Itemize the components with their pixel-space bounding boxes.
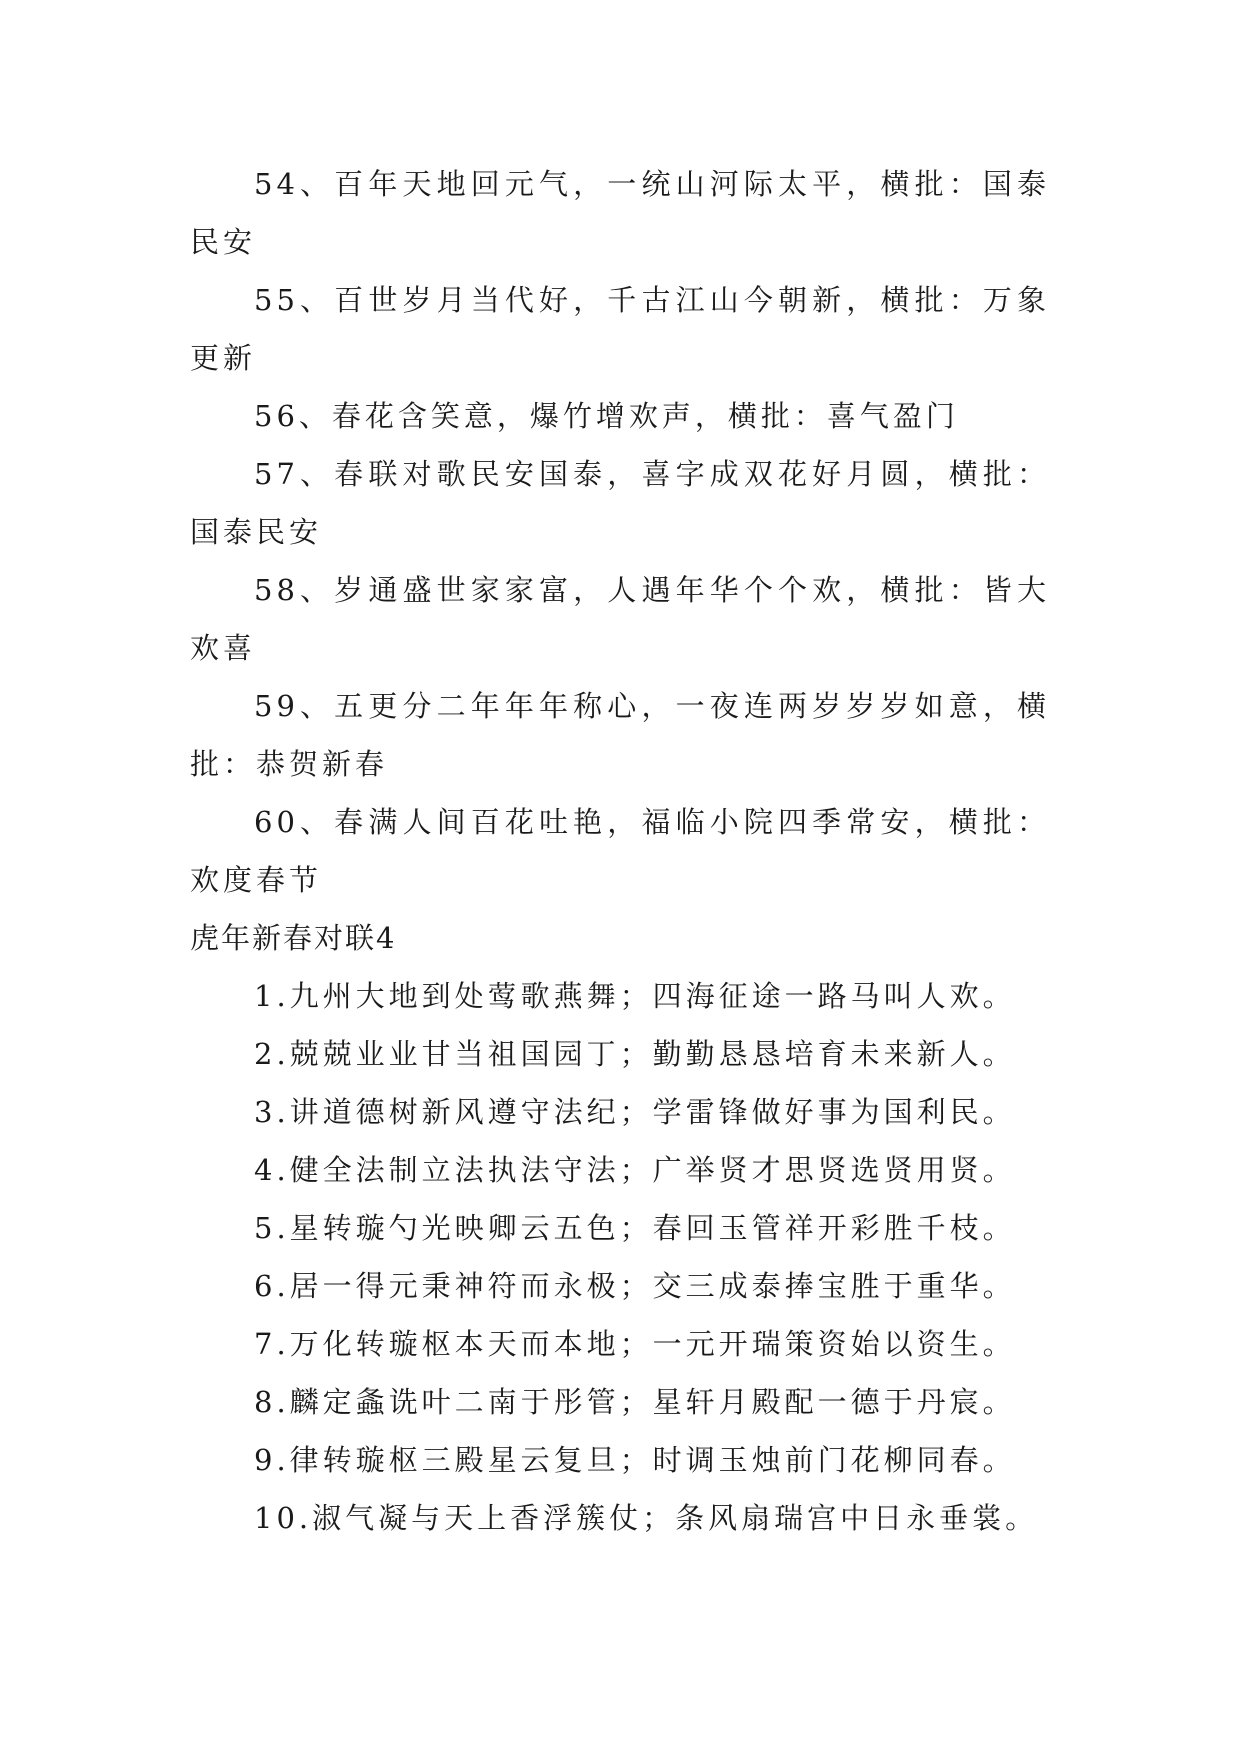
document-page: [190, 155, 1050, 1547]
couplet-item-3: 3.讲道德树新风遵守法纪；学雷锋做好事为国利民。: [254, 1095, 1016, 1129]
couplet-59: 59、五更分二年年年称心，一夜连两岁岁岁如意，横批：恭贺新春: [190, 689, 1050, 781]
couplet-55: 55、百世岁月当代好，千古江山今朝新，横批：万象更新: [190, 283, 1050, 375]
couplet-item-5: 5.星转璇勺光映卿云五色；春回玉管祥开彩胜千枝。: [254, 1211, 1016, 1245]
couplet-item-8: 8.麟定螽诜叶二南于彤管；星轩月殿配一德于丹宸。: [254, 1385, 1016, 1419]
couplet-56: 56、春花含笑意，爆竹增欢声，横批：喜气盈门: [254, 399, 959, 433]
couplet-item-4: 4.健全法制立法执法守法；广举贤才思贤选贤用贤。: [254, 1153, 1016, 1187]
couplet-item-7: 7.万化转璇枢本天而本地；一元开瑞策资始以资生。: [254, 1327, 1016, 1361]
section-heading: 虎年新春对联4: [190, 921, 397, 955]
couplet-item-10: 10.淑气凝与天上香浮簇仗；条风扇瑞宫中日永垂裳。: [254, 1501, 1039, 1535]
couplet-item-1: 1.九州大地到处莺歌燕舞；四海征途一路马叫人欢。: [254, 979, 1016, 1013]
couplet-item-2: 2.兢兢业业甘当祖国园丁；勤勤恳恳培育未来新人。: [254, 1037, 1016, 1071]
couplet-58: 58、岁通盛世家家富，人遇年华个个欢，横批：皆大欢喜: [190, 573, 1050, 665]
couplet-item-9: 9.律转璇枢三殿星云复旦；时调玉烛前门花柳同春。: [254, 1443, 1016, 1477]
couplet-54: 54、百年天地回元气，一统山河际太平，横批：国泰民安: [190, 167, 1050, 259]
couplet-60: 60、春满人间百花吐艳，福临小院四季常安，横批：欢度春节: [190, 805, 1050, 897]
couplet-57: 57、春联对歌民安国泰，喜字成双花好月圆，横批：国泰民安: [190, 457, 1050, 549]
couplet-item-6: 6.居一得元秉神符而永极；交三成泰捧宝胜于重华。: [254, 1269, 1016, 1303]
